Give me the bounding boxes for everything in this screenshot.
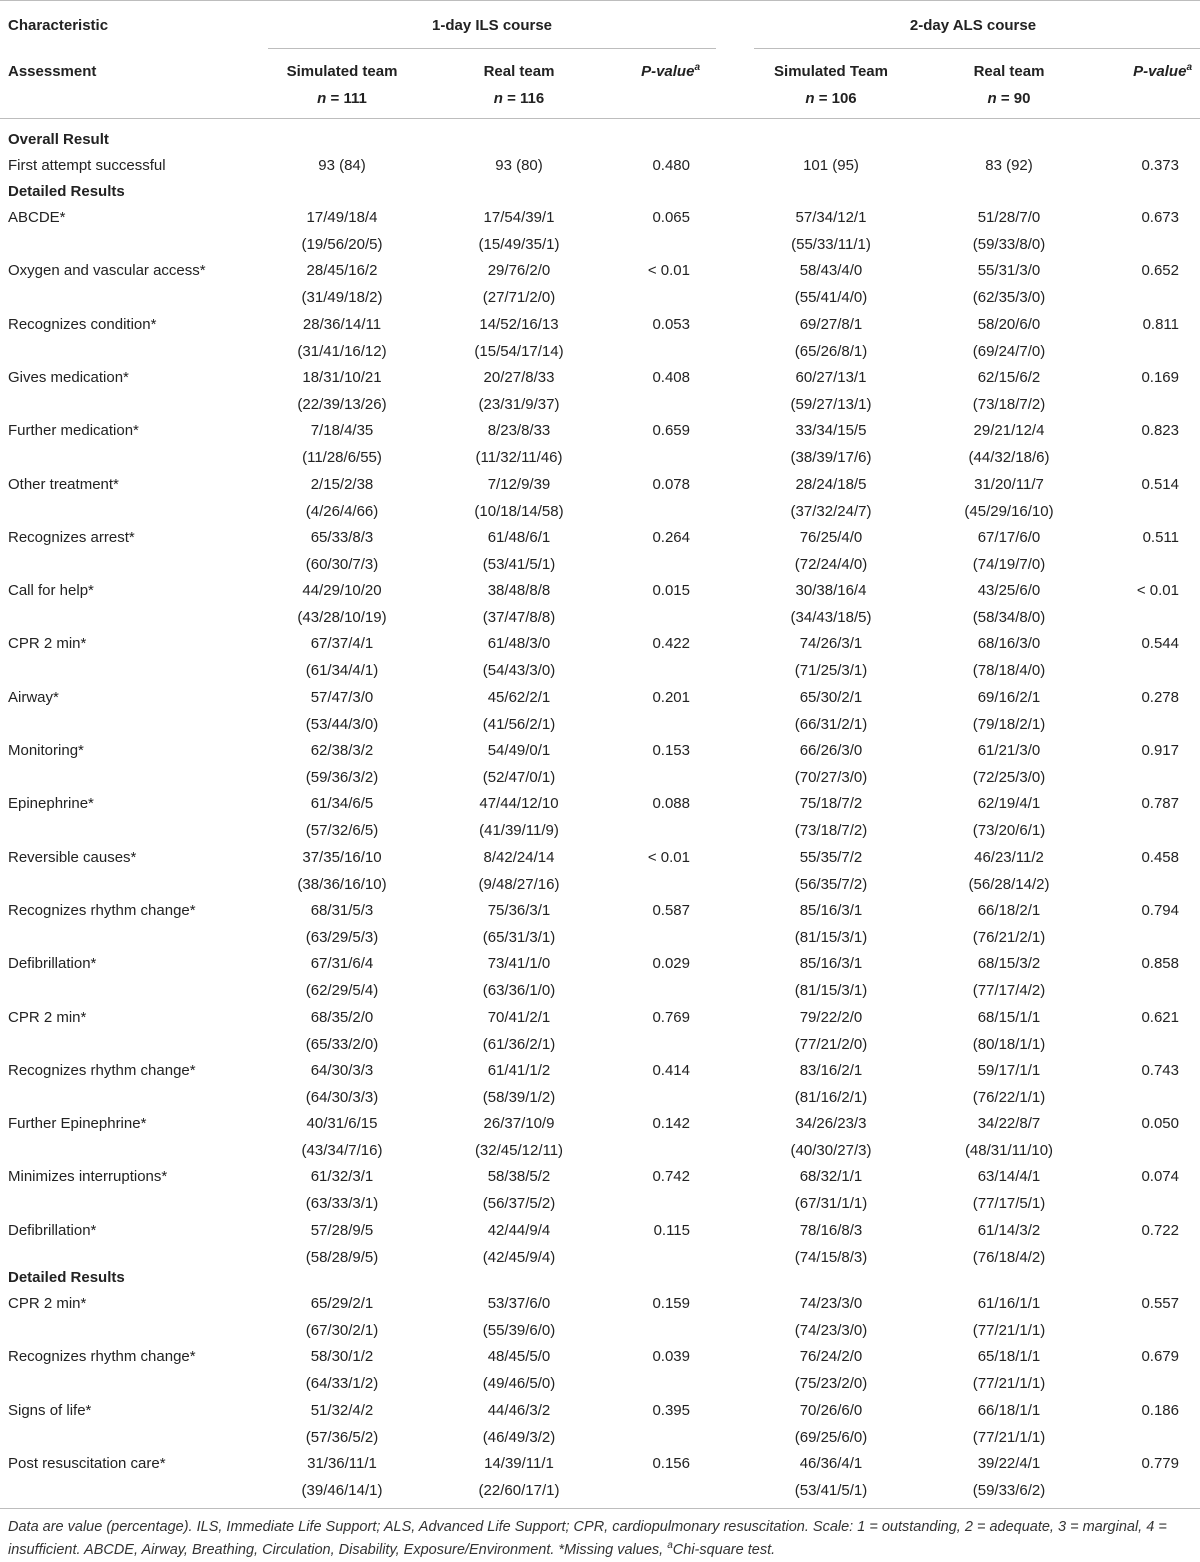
row-label: Gives medication* xyxy=(8,369,129,386)
ils-real-value: 47/44/12/10 xyxy=(479,795,559,812)
ils-p-value-value: 0.264 xyxy=(652,529,690,546)
ils-real-value: 44/46/3/2 xyxy=(487,1402,551,1419)
als-real-value: 29/21/12/4 xyxy=(973,422,1045,439)
als-p-value-value: 0.050 xyxy=(1141,1115,1179,1132)
ils-real-value: 58/38/5/2 xyxy=(487,1168,551,1185)
row-label: Recognizes rhythm change* xyxy=(8,1348,196,1365)
als-simulated-value: 76/25/4/0 xyxy=(799,529,863,546)
als-p-value-value: 0.722 xyxy=(1141,1222,1179,1239)
ils-real-percentage: (15/54/17/14) xyxy=(474,343,564,360)
row-label: Recognizes condition* xyxy=(8,316,157,333)
ils-p-value-header: P-value$^a$ xyxy=(641,62,700,80)
als-simulated-value: 28/24/18/5 xyxy=(795,476,867,493)
als-simulated-value: 34/26/23/3 xyxy=(795,1115,867,1132)
als-simulated-value: 79/22/2/0 xyxy=(799,1009,863,1026)
ils-simulated-value: 68/31/5/3 xyxy=(310,902,374,919)
als-simulated-value: 85/16/3/1 xyxy=(799,955,863,972)
ils-real-value: 8/23/8/33 xyxy=(487,422,551,439)
als-p-value-value: 0.673 xyxy=(1141,209,1179,226)
ils-real-value: 20/27/8/33 xyxy=(483,369,555,386)
ils-real-value: 7/12/9/39 xyxy=(487,476,551,493)
section-title: Detailed Results xyxy=(8,183,125,200)
als-simulated-value: 74/23/3/0 xyxy=(799,1295,863,1312)
ils-simulated-percentage: (57/32/6/5) xyxy=(305,822,379,839)
als-simulated-percentage: (73/18/7/2) xyxy=(794,822,868,839)
ils-real-header: Real team xyxy=(483,63,555,80)
als-simulated-value: 78/16/8/3 xyxy=(799,1222,863,1239)
ils-real-percentage: (53/41/5/1) xyxy=(482,556,556,573)
ils-p-value-value: 0.742 xyxy=(652,1168,690,1185)
als-simulated-value: 68/32/1/1 xyxy=(799,1168,863,1185)
als-simulated-percentage: (65/26/8/1) xyxy=(794,343,868,360)
als-p-value-value: 0.743 xyxy=(1141,1062,1179,1079)
als-real-percentage: (77/17/4/2) xyxy=(972,982,1046,999)
ils-simulated-value: 18/31/10/21 xyxy=(302,369,382,386)
table-footnote: Data are value (percentage). ILS, Immediate Life Support; ALS, Advanced Life Support; CPR, cardiopulmonary resuscitation. Scale: 1 = outstanding, 2 = adequate, 3 = marginal, 4 = insufficient. ABCDE, Airway, Breathing, Circulation, Disability, Exposure/Environment. *Missing values, $^a$Chi-square test. xyxy=(8,1519,1167,1558)
ils-simulated-percentage: (58/28/9/5) xyxy=(305,1249,379,1266)
als-real-percentage: (77/21/1/1) xyxy=(972,1429,1046,1446)
ils-real-percentage: (52/47/0/1) xyxy=(482,769,556,786)
row-label: Further Epinephrine* xyxy=(8,1115,147,1132)
als-simulated-percentage: (53/41/5/1) xyxy=(794,1482,868,1499)
ils-simulated-percentage: (63/29/5/3) xyxy=(305,929,379,946)
row-label: Call for help* xyxy=(8,582,94,599)
ils-simulated-percentage: (43/28/10/19) xyxy=(297,609,387,626)
als-p-value-value: 0.169 xyxy=(1141,369,1179,386)
als-real-value: 51/28/7/0 xyxy=(977,209,1041,226)
ils-real-percentage: (10/18/14/58) xyxy=(474,503,564,520)
row-label: CPR 2 min* xyxy=(8,1295,87,1312)
ils-simulated-percentage: (65/33/2/0) xyxy=(305,1036,379,1053)
ils-simulated-value: 44/29/10/20 xyxy=(302,582,382,599)
ils-p-value-value: 0.053 xyxy=(652,316,690,333)
ils-simulated-value: 64/30/3/3 xyxy=(310,1062,374,1079)
als-simulated-percentage: (81/16/2/1) xyxy=(794,1089,868,1106)
ils-real-percentage: (42/45/9/4) xyxy=(482,1249,556,1266)
als-p-value-value: 0.794 xyxy=(1141,902,1179,919)
als-real-value: 59/17/1/1 xyxy=(977,1062,1041,1079)
als-simulated-value: 33/34/15/5 xyxy=(795,422,867,439)
als-simulated-percentage: (38/39/17/6) xyxy=(790,449,872,466)
als-simulated-n: n = 106 xyxy=(805,90,857,107)
als-simulated-percentage: (66/31/2/1) xyxy=(794,716,868,733)
als-simulated-value: 60/27/13/1 xyxy=(795,369,867,386)
ils-simulated-value: 28/36/14/11 xyxy=(302,316,382,333)
ils-simulated-percentage: (4/26/4/66) xyxy=(305,503,379,520)
ils-simulated-value: 57/47/3/0 xyxy=(310,689,374,706)
ils-simulated-value: 2/15/2/38 xyxy=(310,476,374,493)
ils-real-value: 38/48/8/8 xyxy=(487,582,551,599)
als-simulated-percentage: (81/15/3/1) xyxy=(794,929,868,946)
ils-p-value-value: 0.156 xyxy=(652,1455,690,1472)
ils-real-percentage: (41/39/11/9) xyxy=(479,822,559,839)
als-simulated-percentage: (69/25/6/0) xyxy=(794,1429,868,1446)
als-simulated-percentage: (77/21/2/0) xyxy=(794,1036,868,1053)
als-real-percentage: (58/34/8/0) xyxy=(972,609,1046,626)
als-real-percentage: (77/21/1/1) xyxy=(972,1322,1046,1339)
row-label: Oxygen and vascular access* xyxy=(8,262,206,279)
als-simulated-percentage: (74/15/8/3) xyxy=(794,1249,868,1266)
als-simulated-value: 57/34/12/1 xyxy=(795,209,867,226)
als-real-value: 66/18/1/1 xyxy=(977,1402,1041,1419)
row-label: Further medication* xyxy=(8,422,139,439)
ils-course-header: 1-day ILS course xyxy=(431,17,553,34)
ils-real-percentage: (56/37/5/2) xyxy=(482,1195,556,1212)
ils-simulated-percentage: (31/49/18/2) xyxy=(301,289,383,306)
als-real-percentage: (73/20/6/1) xyxy=(972,822,1046,839)
als-real-value: 58/20/6/0 xyxy=(977,316,1041,333)
ils-real-value: 17/54/39/1 xyxy=(483,209,555,226)
ils-simulated-value: 58/30/1/2 xyxy=(310,1348,374,1365)
ils-simulated-value: 65/29/2/1 xyxy=(310,1295,374,1312)
ils-real-value: 29/76/2/0 xyxy=(487,262,551,279)
als-real-value: 43/25/6/0 xyxy=(977,582,1041,599)
ils-real-percentage: (49/46/5/0) xyxy=(482,1375,556,1392)
als-simulated-value: 70/26/6/0 xyxy=(799,1402,863,1419)
ils-p-value-value: 0.414 xyxy=(652,1062,690,1079)
als-simulated-value: 75/18/7/2 xyxy=(799,795,863,812)
ils-simulated-value: 61/34/6/5 xyxy=(310,795,374,812)
ils-simulated-percentage: (64/30/3/3) xyxy=(305,1089,379,1106)
ils-real-value: 14/39/11/1 xyxy=(484,1455,554,1472)
als-real-value: 46/23/11/2 xyxy=(974,849,1044,866)
ils-real-value: 8/42/24/14 xyxy=(483,849,555,866)
als-real-percentage: (72/25/3/0) xyxy=(972,769,1046,786)
ils-p-value-value: 0.659 xyxy=(652,422,690,439)
row-label: Post resuscitation care* xyxy=(8,1455,166,1472)
row-label: First attempt successful xyxy=(8,157,166,174)
ils-real-value: 73/41/1/0 xyxy=(487,955,551,972)
ils-real-value: 75/36/3/1 xyxy=(487,902,551,919)
als-p-value-value: 0.621 xyxy=(1141,1009,1179,1026)
als-simulated-value: 101 (95) xyxy=(803,157,859,174)
ils-simulated-percentage: (43/34/7/16) xyxy=(301,1142,383,1159)
ils-real-value: 93 (80) xyxy=(495,157,543,174)
als-real-value: 66/18/2/1 xyxy=(977,902,1041,919)
row-label: Airway* xyxy=(8,689,59,706)
als-real-percentage: (80/18/1/1) xyxy=(972,1036,1046,1053)
als-real-value: 65/18/1/1 xyxy=(977,1348,1041,1365)
ils-simulated-percentage: (63/33/3/1) xyxy=(305,1195,379,1212)
ils-p-value-value: < 0.01 xyxy=(647,262,690,279)
header-bottom-rule xyxy=(0,118,1200,119)
ils-simulated-percentage: (53/44/3/0) xyxy=(305,716,379,733)
ils-real-percentage: (41/56/2/1) xyxy=(482,716,556,733)
row-label: Other treatment* xyxy=(8,476,119,493)
als-p-value-value: < 0.01 xyxy=(1136,582,1179,599)
table-bottom-rule xyxy=(0,1508,1200,1509)
ils-real-percentage: (37/47/8/8) xyxy=(482,609,556,626)
ils-real-n: n = 116 xyxy=(493,90,545,107)
ils-real-percentage: (55/39/6/0) xyxy=(482,1322,556,1339)
ils-simulated-value: 93 (84) xyxy=(318,157,366,174)
ils-simulated-percentage: (61/34/4/1) xyxy=(305,662,379,679)
ils-simulated-percentage: (67/30/2/1) xyxy=(305,1322,379,1339)
als-real-percentage: (79/18/2/1) xyxy=(972,716,1046,733)
als-p-value-value: 0.917 xyxy=(1141,742,1179,759)
als-p-value-value: 0.186 xyxy=(1141,1402,1179,1419)
als-p-value-value: 0.278 xyxy=(1141,689,1179,706)
als-real-value: 83 (92) xyxy=(985,157,1033,174)
row-label: Epinephrine* xyxy=(8,795,94,812)
als-p-value-value: 0.858 xyxy=(1141,955,1179,972)
als-real-percentage: (44/32/18/6) xyxy=(968,449,1050,466)
als-real-percentage: (62/35/3/0) xyxy=(972,289,1046,306)
ils-simulated-percentage: (64/33/1/2) xyxy=(305,1375,379,1392)
als-p-value-value: 0.514 xyxy=(1141,476,1179,493)
ils-simulated-percentage: (19/56/20/5) xyxy=(301,236,383,253)
als-real-percentage: (77/17/5/1) xyxy=(972,1195,1046,1212)
row-label: Recognizes rhythm change* xyxy=(8,1062,196,1079)
section-title: Detailed Results xyxy=(8,1269,125,1286)
als-real-percentage: (59/33/6/2) xyxy=(972,1482,1046,1499)
als-simulated-percentage: (55/33/11/1) xyxy=(791,236,871,253)
ils-real-percentage: (46/49/3/2) xyxy=(482,1429,556,1446)
als-real-value: 62/19/4/1 xyxy=(977,795,1041,812)
als-simulated-value: 58/43/4/0 xyxy=(799,262,863,279)
row-label: ABCDE* xyxy=(8,209,66,226)
ils-simulated-n: n = 111 xyxy=(317,90,367,107)
row-label: CPR 2 min* xyxy=(8,1009,87,1026)
als-real-percentage: (74/19/7/0) xyxy=(972,556,1046,573)
ils-simulated-value: 31/36/11/1 xyxy=(307,1455,377,1472)
ils-real-value: 53/37/6/0 xyxy=(487,1295,551,1312)
ils-p-value-value: 0.029 xyxy=(652,955,690,972)
ils-real-percentage: (63/36/1/0) xyxy=(482,982,556,999)
ils-simulated-percentage: (39/46/14/1) xyxy=(301,1482,383,1499)
ils-real-percentage: (15/49/35/1) xyxy=(478,236,560,253)
als-p-value-value: 0.557 xyxy=(1141,1295,1179,1312)
als-simulated-percentage: (71/25/3/1) xyxy=(794,662,868,679)
ils-real-percentage: (58/39/1/2) xyxy=(482,1089,556,1106)
ils-simulated-value: 67/31/6/4 xyxy=(310,955,374,972)
ils-p-value-value: 0.769 xyxy=(652,1009,690,1026)
ils-p-value-value: 0.201 xyxy=(652,689,690,706)
ils-p-value-value: 0.039 xyxy=(652,1348,690,1365)
als-simulated-value: 30/38/16/4 xyxy=(795,582,867,599)
als-real-header: Real team xyxy=(973,63,1045,80)
row-label: CPR 2 min* xyxy=(8,635,87,652)
als-real-percentage: (76/18/4/2) xyxy=(972,1249,1046,1266)
als-simulated-value: 83/16/2/1 xyxy=(799,1062,863,1079)
als-real-percentage: (48/31/11/10) xyxy=(964,1142,1054,1159)
row-label: Signs of life* xyxy=(8,1402,92,1419)
ils-simulated-value: 61/32/3/1 xyxy=(310,1168,374,1185)
als-real-percentage: (76/21/2/1) xyxy=(972,929,1046,946)
als-group-rule xyxy=(754,48,1200,49)
ils-real-percentage: (9/48/27/16) xyxy=(478,876,560,893)
als-simulated-value: 85/16/3/1 xyxy=(799,902,863,919)
ils-simulated-value: 28/45/16/2 xyxy=(306,262,378,279)
assessment-header: Assessment xyxy=(8,63,97,80)
ils-p-value-value: 0.395 xyxy=(652,1402,690,1419)
row-label: Monitoring* xyxy=(8,742,84,759)
ils-real-percentage: (27/71/2/0) xyxy=(482,289,556,306)
als-p-value-header: P-value$^a$ xyxy=(1133,62,1192,80)
ils-p-value-value: 0.078 xyxy=(652,476,690,493)
als-real-value: 63/14/4/1 xyxy=(977,1168,1041,1185)
ils-p-value-value: 0.088 xyxy=(652,795,690,812)
als-simulated-value: 74/26/3/1 xyxy=(799,635,863,652)
als-real-value: 61/14/3/2 xyxy=(977,1222,1041,1239)
als-real-percentage: (77/21/1/1) xyxy=(972,1375,1046,1392)
als-simulated-percentage: (81/15/3/1) xyxy=(794,982,868,999)
als-p-value-value: 0.811 xyxy=(1142,316,1179,333)
section-title: Overall Result xyxy=(8,131,109,148)
als-real-value: 39/22/4/1 xyxy=(977,1455,1041,1472)
als-real-percentage: (45/29/16/10) xyxy=(964,503,1054,520)
als-simulated-percentage: (55/41/4/0) xyxy=(794,289,868,306)
ils-real-percentage: (23/31/9/37) xyxy=(478,396,560,413)
ils-simulated-percentage: (59/36/3/2) xyxy=(305,769,379,786)
als-simulated-value: 69/27/8/1 xyxy=(799,316,863,333)
ils-real-percentage: (11/32/11/46) xyxy=(475,449,563,466)
als-real-percentage: (59/33/8/0) xyxy=(972,236,1046,253)
als-simulated-value: 66/26/3/0 xyxy=(799,742,863,759)
ils-simulated-value: 65/33/8/3 xyxy=(310,529,374,546)
als-real-percentage: (73/18/7/2) xyxy=(972,396,1046,413)
als-real-value: 68/16/3/0 xyxy=(977,635,1041,652)
ils-p-value-value: 0.153 xyxy=(652,742,690,759)
ils-simulated-value: 40/31/6/15 xyxy=(306,1115,378,1132)
ils-real-percentage: (54/43/3/0) xyxy=(482,662,556,679)
als-p-value-value: 0.544 xyxy=(1141,635,1179,652)
ils-real-value: 45/62/2/1 xyxy=(487,689,551,706)
ils-real-value: 14/52/16/13 xyxy=(479,316,559,333)
ils-real-value: 48/45/5/0 xyxy=(487,1348,551,1365)
als-real-value: 31/20/11/7 xyxy=(974,476,1044,493)
ils-simulated-percentage: (38/36/16/10) xyxy=(297,876,387,893)
ils-p-value-value: 0.015 xyxy=(652,582,690,599)
ils-simulated-value: 37/35/16/10 xyxy=(302,849,382,866)
ils-real-percentage: (22/60/17/1) xyxy=(478,1482,560,1499)
als-p-value-value: 0.458 xyxy=(1141,849,1179,866)
ils-real-percentage: (65/31/3/1) xyxy=(482,929,556,946)
ils-real-percentage: (32/45/12/11) xyxy=(474,1142,564,1159)
row-label: Defibrillation* xyxy=(8,1222,97,1239)
ils-group-rule xyxy=(268,48,716,49)
ils-simulated-percentage: (22/39/13/26) xyxy=(297,396,387,413)
als-real-value: 67/17/6/0 xyxy=(977,529,1041,546)
ils-simulated-percentage: (31/41/16/12) xyxy=(297,343,387,360)
ils-real-percentage: (61/36/2/1) xyxy=(482,1036,556,1053)
ils-simulated-percentage: (11/28/6/55) xyxy=(302,449,382,466)
als-real-percentage: (69/24/7/0) xyxy=(972,343,1046,360)
als-simulated-percentage: (34/43/18/5) xyxy=(790,609,872,626)
ils-p-value-value: < 0.01 xyxy=(647,849,690,866)
row-label: Recognizes rhythm change* xyxy=(8,902,196,919)
als-simulated-percentage: (56/35/7/2) xyxy=(794,876,868,893)
ils-simulated-value: 62/38/3/2 xyxy=(310,742,374,759)
ils-simulated-value: 51/32/4/2 xyxy=(310,1402,374,1419)
als-p-value-value: 0.779 xyxy=(1141,1455,1179,1472)
als-simulated-percentage: (40/30/27/3) xyxy=(790,1142,872,1159)
ils-real-value: 61/48/3/0 xyxy=(487,635,551,652)
als-real-n: n = 90 xyxy=(987,90,1031,107)
als-p-value-value: 0.679 xyxy=(1141,1348,1179,1365)
ils-real-value: 42/44/9/4 xyxy=(487,1222,551,1239)
als-real-value: 61/21/3/0 xyxy=(977,742,1041,759)
row-label: Reversible causes* xyxy=(8,849,137,866)
ils-real-value: 61/41/1/2 xyxy=(487,1062,551,1079)
ils-simulated-value: 17/49/18/4 xyxy=(306,209,378,226)
row-label: Minimizes interruptions* xyxy=(8,1168,168,1185)
ils-real-value: 54/49/0/1 xyxy=(487,742,551,759)
ils-simulated-percentage: (60/30/7/3) xyxy=(305,556,379,573)
ils-simulated-value: 57/28/9/5 xyxy=(310,1222,374,1239)
als-simulated-value: 76/24/2/0 xyxy=(799,1348,863,1365)
ils-p-value-value: 0.159 xyxy=(652,1295,690,1312)
als-simulated-percentage: (74/23/3/0) xyxy=(794,1322,868,1339)
als-p-value-value: 0.074 xyxy=(1141,1168,1179,1185)
als-simulated-percentage: (67/31/1/1) xyxy=(794,1195,868,1212)
als-simulated-value: 46/36/4/1 xyxy=(799,1455,863,1472)
als-simulated-percentage: (72/24/4/0) xyxy=(794,556,868,573)
als-p-value-value: 0.511 xyxy=(1142,529,1179,546)
als-simulated-percentage: (59/27/13/1) xyxy=(790,396,872,413)
ils-real-value: 61/48/6/1 xyxy=(487,529,551,546)
als-real-value: 68/15/1/1 xyxy=(977,1009,1041,1026)
characteristic-header: Characteristic xyxy=(8,17,109,34)
als-real-percentage: (56/28/14/2) xyxy=(968,876,1050,893)
ils-real-value: 26/37/10/9 xyxy=(483,1115,555,1132)
als-p-value-value: 0.787 xyxy=(1141,795,1179,812)
als-simulated-percentage: (37/32/24/7) xyxy=(790,503,872,520)
als-simulated-value: 65/30/2/1 xyxy=(799,689,863,706)
als-p-value-value: 0.373 xyxy=(1141,157,1179,174)
ils-p-value-value: 0.480 xyxy=(652,157,690,174)
top-rule xyxy=(0,0,1200,1)
ils-simulated-value: 7/18/4/35 xyxy=(310,422,374,439)
als-real-value: 69/16/2/1 xyxy=(977,689,1041,706)
als-simulated-header: Simulated Team xyxy=(774,63,888,80)
als-p-value-value: 0.823 xyxy=(1141,422,1179,439)
als-real-percentage: (78/18/4/0) xyxy=(972,662,1046,679)
row-label: Defibrillation* xyxy=(8,955,97,972)
ils-simulated-header: Simulated team xyxy=(286,63,398,80)
ils-p-value-value: 0.422 xyxy=(652,635,690,652)
ils-p-value-value: 0.587 xyxy=(652,902,690,919)
als-simulated-percentage: (70/27/3/0) xyxy=(794,769,868,786)
als-real-value: 62/15/6/2 xyxy=(977,369,1041,386)
als-course-header: 2-day ALS course xyxy=(909,17,1037,34)
ils-simulated-percentage: (57/36/5/2) xyxy=(305,1429,379,1446)
als-real-value: 68/15/3/2 xyxy=(977,955,1041,972)
ils-p-value-value: 0.115 xyxy=(653,1222,690,1239)
als-real-percentage: (76/22/1/1) xyxy=(972,1089,1046,1106)
ils-simulated-value: 68/35/2/0 xyxy=(310,1009,374,1026)
als-simulated-value: 55/35/7/2 xyxy=(799,849,863,866)
ils-real-value: 70/41/2/1 xyxy=(487,1009,551,1026)
als-real-value: 34/22/8/7 xyxy=(977,1115,1041,1132)
ils-simulated-value: 67/37/4/1 xyxy=(310,635,374,652)
ils-p-value-value: 0.142 xyxy=(652,1115,690,1132)
ils-simulated-percentage: (62/29/5/4) xyxy=(305,982,379,999)
row-label: Recognizes arrest* xyxy=(8,529,135,546)
ils-p-value-value: 0.408 xyxy=(652,369,690,386)
als-simulated-percentage: (75/23/2/0) xyxy=(794,1375,868,1392)
ils-p-value-value: 0.065 xyxy=(652,209,690,226)
als-real-value: 61/16/1/1 xyxy=(977,1295,1041,1312)
als-real-value: 55/31/3/0 xyxy=(977,262,1041,279)
als-p-value-value: 0.652 xyxy=(1141,262,1179,279)
